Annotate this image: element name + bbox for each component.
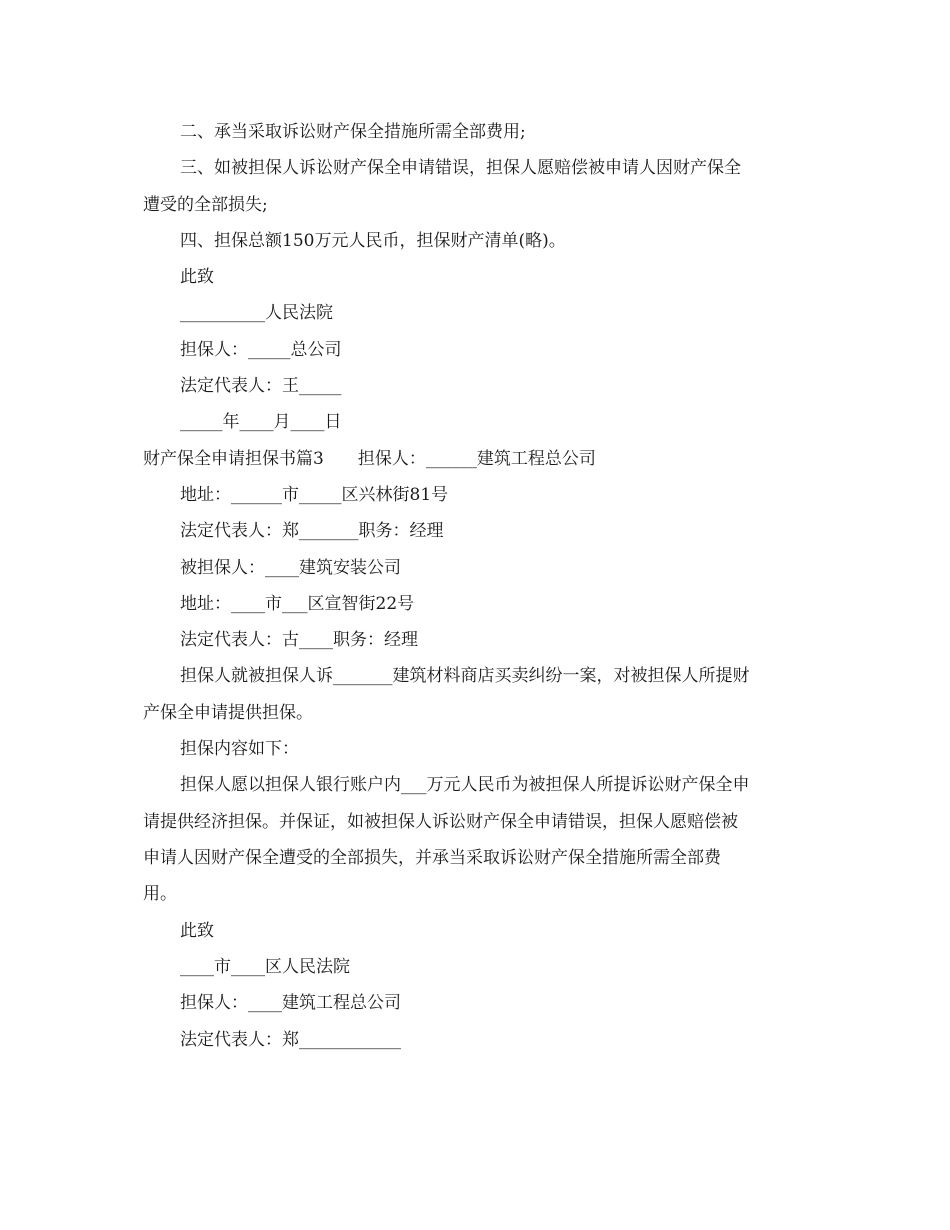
guarantee-content-1: 担保人愿以担保人银行账户内___万元人民币为被担保人所提诉讼财产保全申 — [180, 775, 750, 795]
case-statement-continued: 产保全申请提供担保。 — [143, 703, 313, 723]
clause-2: 二、承当采取诉讼财产保全措施所需全部费用; — [180, 122, 526, 142]
section-title-guarantor: 财产保全申请担保书篇3 担保人：______建筑工程总公司 — [143, 449, 596, 469]
guarantor-2: 担保人：____建筑工程总公司 — [180, 993, 401, 1013]
guaranteed-party: 被担保人：____建筑安装公司 — [180, 558, 401, 578]
guaranteed-address: 地址：____市___区宣智街22号 — [180, 594, 415, 614]
court-name-2: ____市____区人民法院 — [180, 957, 350, 977]
guarantor: 担保人：_____总公司 — [180, 340, 342, 360]
clause-3-continued: 遭受的全部损失; — [143, 195, 268, 215]
guarantee-content-2: 请提供经济担保。并保证，如被担保人诉讼财产保全申请错误，担保人愿赔偿被 — [143, 812, 738, 832]
legal-representative-2: 法定代表人：郑____________ — [180, 1030, 401, 1050]
clause-4: 四、担保总额150万元人民币，担保财产清单(略)。 — [180, 231, 566, 251]
court-name: __________人民法院 — [180, 303, 333, 323]
guaranteed-representative: 法定代表人：古____职务：经理 — [180, 630, 418, 650]
clause-3: 三、如被担保人诉讼财产保全申请错误，担保人愿赔偿被申请人因财产保全 — [180, 158, 741, 178]
legal-representative: 法定代表人：王_____ — [180, 376, 342, 396]
guarantee-content-3: 申请人因财产保全遭受的全部损失，并承当采取诉讼财产保全措施所需全部费 — [143, 848, 721, 868]
case-statement: 担保人就被担保人诉_______建筑材料商店买卖纠纷一案，对被担保人所提财 — [180, 666, 750, 686]
guarantor-representative: 法定代表人：郑_______职务：经理 — [180, 521, 444, 541]
guarantee-content-heading: 担保内容如下： — [180, 739, 299, 759]
guarantee-content-4: 用。 — [143, 884, 177, 904]
salutation: 此致 — [180, 267, 214, 287]
salutation-2: 此致 — [180, 921, 214, 941]
guarantor-address: 地址：______市_____区兴林街81号 — [180, 485, 449, 505]
date-line: _____年____月____日 — [180, 412, 342, 432]
